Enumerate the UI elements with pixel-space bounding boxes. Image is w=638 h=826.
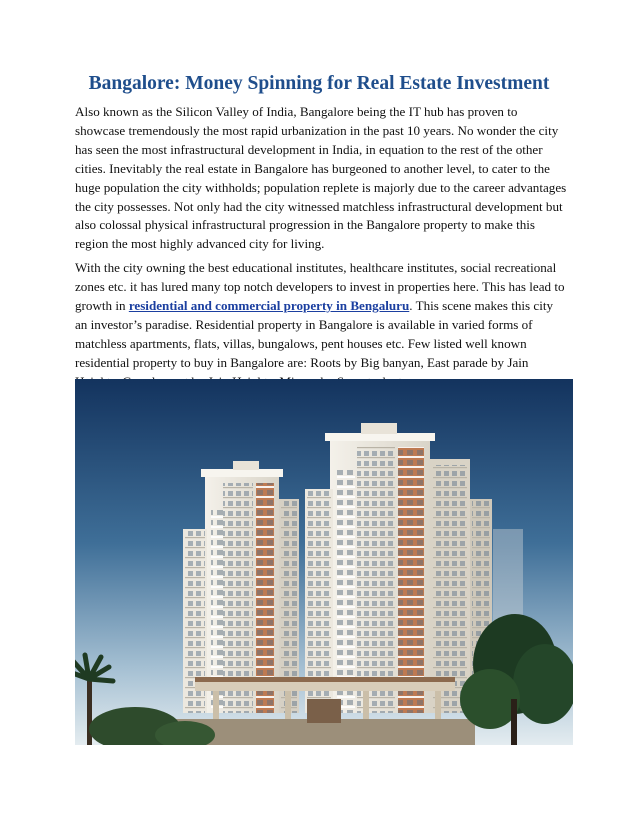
paragraph-intro: Also known as the Silicon Valley of India, Bangalore being the IT hub has proven to showcase tremendously the most rapid urbanization in the past 10 years. No wonder the city has seen the most infrastructural development in India, in equation to the rest of the other cities. Inevitably the real estate in Bangalore has burgeoned to another level, to cater to the huge population the city withholds; population replete is majorly due to the career advantages the city possesses. Not only had the city witnessed matchless infrastructural development but also colossal physical infrastructural progression in the Bangalore property to make this region the most highly advanced city for living.: [75, 104, 567, 252]
apartment-towers-photo: [75, 379, 573, 745]
page-title: Bangalore: Money Spinning for Real Estate Investment: [88, 73, 550, 94]
article-body: [75, 103, 567, 397]
paragraph-text-after-link: . This scene makes this city an investor’s paradise. Residential property in Bangalore is available in varied forms of matchless apartments, flats, villas, bungalows, pent houses etc. Few listed well known residential property to buy in Bangalore are: Roots by Big banyan, East parade by Jain: [75, 298, 554, 370]
right-tower: [305, 423, 492, 713]
paragraph-text-before-link: With the city owning the best educational institutes, healthcare institutes, social recreational zones etc. it has lured many top notch developers to invest in properties here. This has lead to growth in: [75, 260, 565, 314]
property-link[interactable]: residential and commercial property in Bengaluru: [128, 298, 410, 314]
paragraph-developers: [75, 259, 567, 391]
